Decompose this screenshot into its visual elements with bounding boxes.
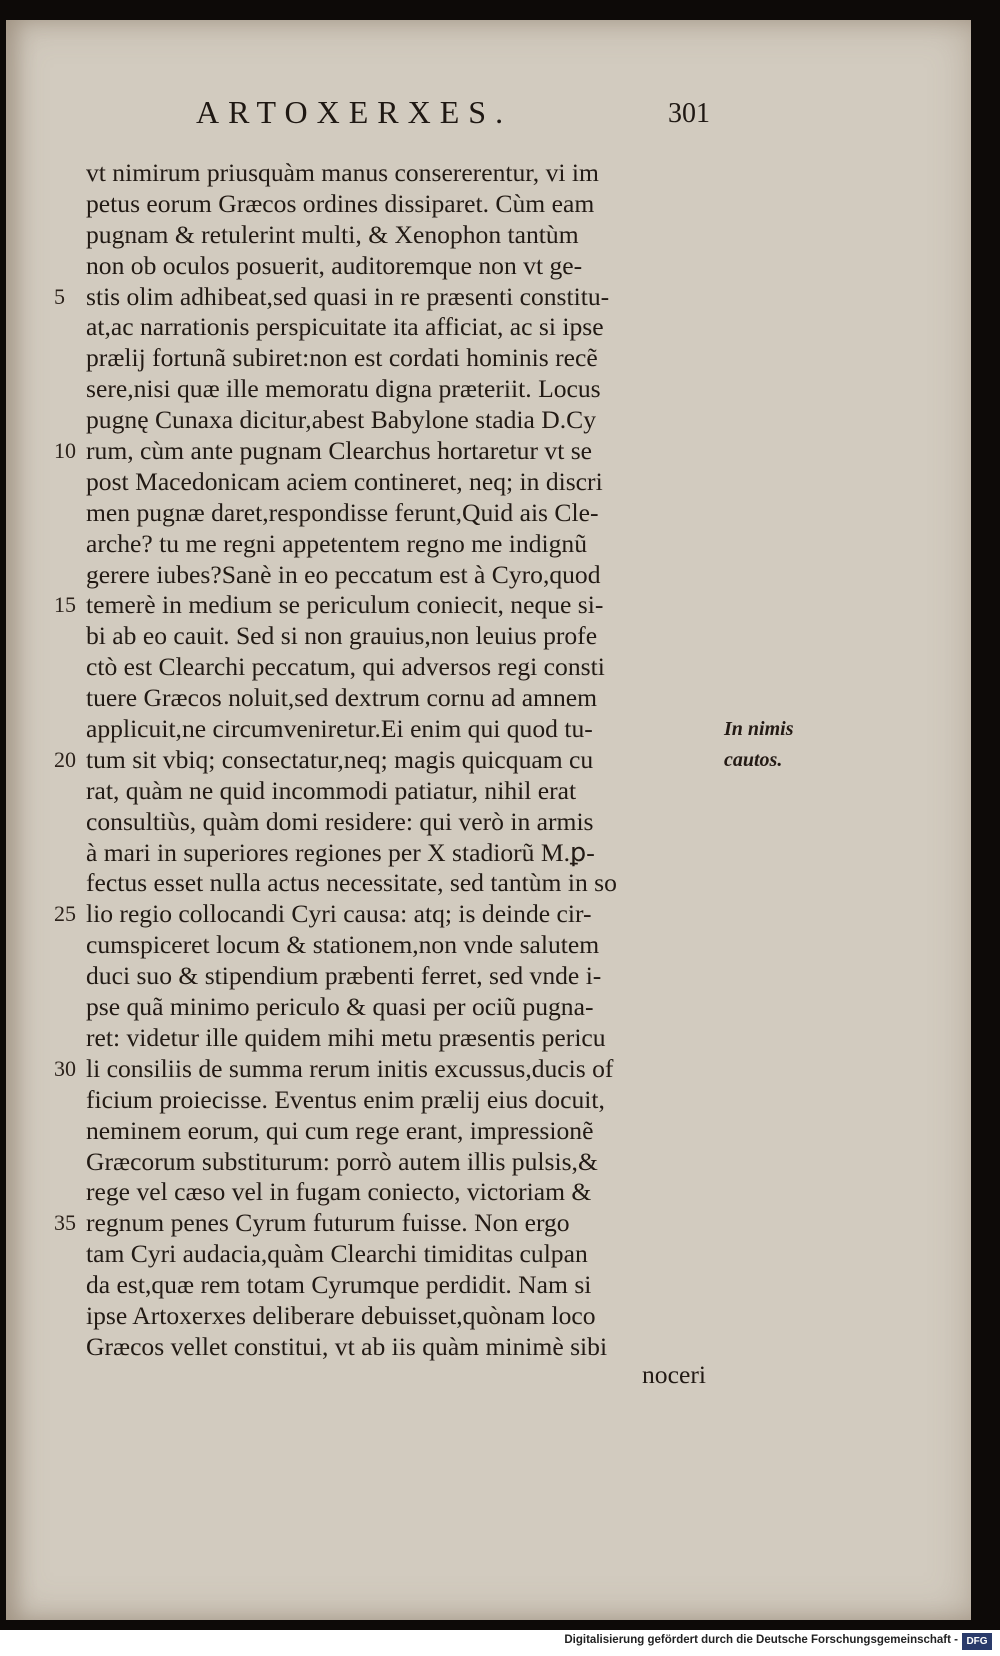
text-line	[54, 590, 736, 621]
text-line	[76, 1177, 736, 1208]
text-line	[54, 744, 736, 776]
text-line	[54, 899, 736, 930]
text-line	[76, 405, 736, 436]
text-line	[76, 189, 736, 220]
line-text: Græcos vellet constitui, vt ab iis quàm minimè sibi	[86, 1331, 608, 1361]
footer-bar	[0, 1630, 1000, 1656]
text-line	[76, 930, 736, 961]
line-text: applicuit,ne circumveniretur.Ei enim qui quod tu-	[86, 714, 593, 744]
line-text: tam Cyri audacia,quàm Clearchi timiditas culpan	[86, 1239, 588, 1269]
text-line	[76, 1270, 736, 1301]
marginal-note-line: In nimis	[724, 718, 794, 740]
line-text: bi ab eo cauit. Sed si non grauius,non leuius profe	[86, 621, 598, 651]
text-line	[76, 1332, 736, 1363]
line-text: men pugnæ daret,respondisse ferunt,Quid ais Cle-	[86, 497, 599, 527]
line-text: petus eorum Græcos ordines dissiparet. Cùm eam	[86, 188, 595, 218]
line-number: 5	[54, 283, 65, 309]
text-line	[76, 312, 736, 343]
line-text: sere,nisi quæ ille memoratu digna præteriit. Locus	[86, 374, 601, 404]
text-line	[76, 374, 736, 405]
line-text: ficium proiecisse. Eventus enim prælij eius docuit,	[86, 1084, 605, 1114]
text-line	[76, 1116, 736, 1147]
text-line	[76, 683, 736, 714]
line-text: post Macedonicam aciem contineret, neq; in discri	[86, 466, 603, 496]
line-text: ret: videtur ille quidem mihi metu præsentis pericu	[86, 1022, 606, 1052]
text-line	[76, 251, 736, 282]
line-text: cumspiceret locum & stationem,non vnde salutem	[86, 930, 600, 960]
line-text: rum, cùm ante pugnam Clearchus hortaretur vt se	[86, 436, 593, 466]
text-line	[54, 1053, 736, 1085]
text-line	[76, 467, 736, 498]
text-line	[76, 343, 736, 374]
line-number: 10	[54, 438, 76, 464]
line-text: prælij fortunã subiret:non est cordati hominis recẽ	[86, 343, 598, 373]
page-number: 301	[668, 98, 710, 129]
marginal-note	[724, 714, 793, 776]
marginal-note-line: cautos.	[724, 749, 783, 771]
catchword: noceri	[642, 1360, 706, 1389]
line-text: temerè in medium se periculum coniecit, neque si-	[86, 590, 604, 620]
text-line	[76, 220, 736, 251]
line-text: gerere iubes?Sanè in eo peccatum est à Cyro,quod	[86, 559, 601, 589]
line-text: arche? tu me regni appetentem regno me indignũ	[86, 528, 588, 558]
text-line	[76, 621, 736, 652]
text-line	[76, 652, 736, 683]
text-line	[76, 807, 736, 838]
line-text: regnum penes Cyrum futurum fuisse. Non ergo	[86, 1208, 570, 1238]
text-line	[76, 529, 736, 560]
text-line	[54, 436, 736, 467]
line-text: da est,quæ rem totam Cyrumque perdidit. Nam si	[86, 1270, 592, 1300]
footer-credit: Digitalisierung gefördert durch die Deutsche Forschungsgemeinschaft -	[564, 1634, 958, 1646]
text-line	[76, 158, 736, 189]
text-line	[54, 281, 736, 313]
line-text: neminem eorum, qui cum rege erant, impressionẽ	[86, 1115, 594, 1145]
text-line	[76, 868, 736, 899]
text-line	[76, 714, 736, 745]
text-block	[54, 158, 736, 1363]
text-line	[54, 1208, 736, 1239]
line-text: ipse Artoxerxes deliberare debuisset,quònam loco	[86, 1300, 596, 1330]
line-text: tum sit vbiq; consectatur,neq; magis quicquam cu	[86, 744, 594, 774]
line-text: non ob oculos posuerit, auditoremque non vt ge-	[86, 250, 583, 280]
text-line	[76, 1023, 736, 1054]
line-text: stis olim adhibeat,sed quasi in re præsenti constitu-	[86, 281, 610, 311]
text-line	[76, 560, 736, 591]
line-text: pugnę Cunaxa dicitur,abest Babylone stadia D.Cy	[86, 405, 597, 435]
text-line	[76, 498, 736, 529]
text-line	[76, 838, 736, 869]
dfg-logo: DFG	[962, 1633, 992, 1650]
line-text: fectus esset nulla actus necessitate, sed tantùm in so	[86, 868, 617, 898]
line-text: duci suo & stipendium præbenti ferret, sed vnde i-	[86, 961, 602, 991]
text-line	[76, 1239, 736, 1270]
line-text: at,ac narrationis perspicuitate ita afficiat, ac si ipse	[86, 312, 604, 342]
text-line	[76, 776, 736, 807]
text-line	[76, 1147, 736, 1178]
line-text: à mari in superiores regiones per X stadiorũ M.ꝑ-	[86, 837, 595, 867]
line-text: tuere Græcos noluit,sed dextrum cornu ad amnem	[86, 683, 598, 713]
text-line	[76, 1085, 736, 1116]
line-text: Græcorum substiturum: porrò autem illis pulsis,&	[86, 1146, 598, 1176]
line-text: consultiùs, quàm domi residere: qui verò in armis	[86, 806, 594, 836]
line-text: li consiliis de summa rerum initis excussus,ducis of	[86, 1053, 614, 1083]
running-head: ARTOXERXES.	[196, 94, 513, 130]
text-line	[76, 992, 736, 1023]
line-number: 30	[54, 1055, 76, 1081]
line-number: 35	[54, 1210, 76, 1236]
line-number: 15	[54, 592, 76, 618]
line-text: pse quã minimo periculo & quasi per ociũ pugna-	[86, 992, 594, 1022]
line-text: rat, quàm ne quid incommodi patiatur, nihil erat	[86, 775, 577, 805]
line-text: vt nimirum priusquàm manus consererentur, vi im	[86, 158, 599, 187]
line-text: rege vel cæso vel in fugam coniecto, victoriam &	[86, 1177, 592, 1207]
line-number: 20	[54, 746, 76, 772]
book-page	[6, 20, 971, 1620]
line-text: lio regio collocandi Cyri causa: atq; is deinde cir-	[86, 899, 592, 929]
text-line	[76, 961, 736, 992]
line-text: ctò est Clearchi peccatum, qui adversos regi consti	[86, 652, 605, 682]
line-text: pugnam & retulerint multi, & Xenophon tantùm	[86, 219, 579, 249]
line-number: 25	[54, 901, 76, 927]
text-line	[76, 1301, 736, 1332]
